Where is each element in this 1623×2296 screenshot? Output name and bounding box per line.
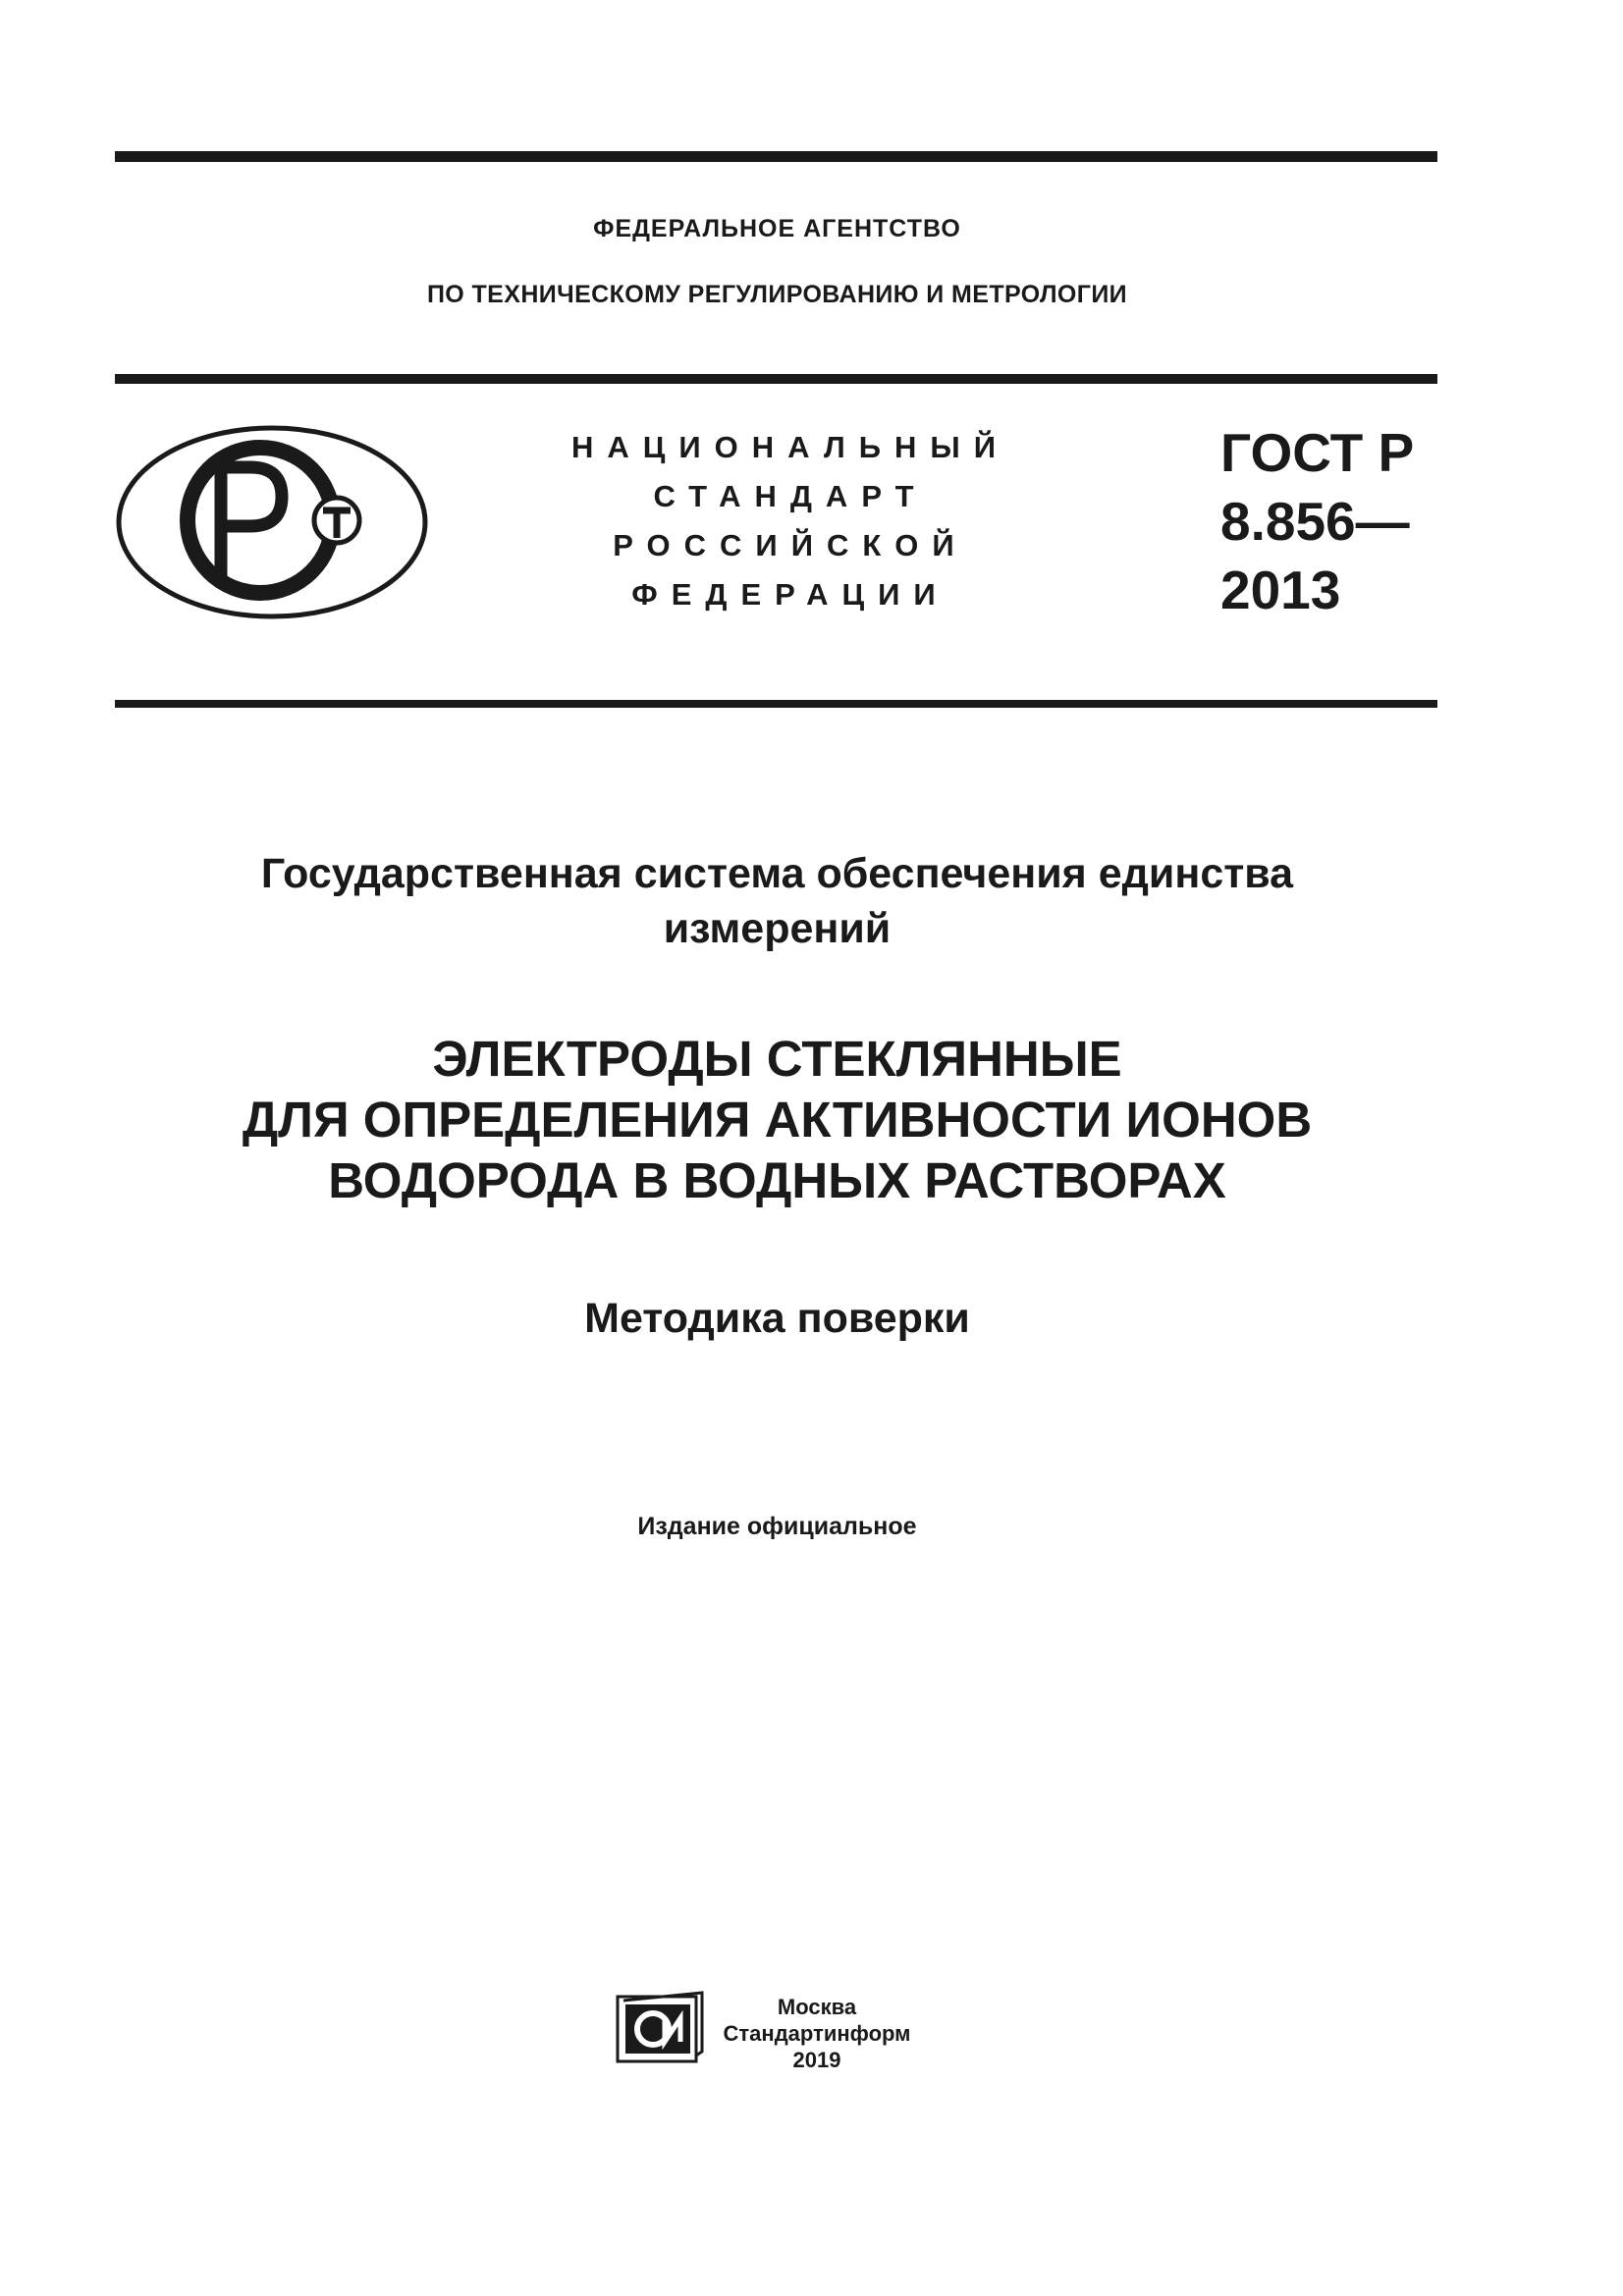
- national-standard-line: ФЕДЕРАЦИИ: [631, 577, 949, 612]
- standartinform-book-icon: [616, 1991, 709, 2064]
- designation-line-2: 8.856—: [1220, 491, 1410, 552]
- series-title-line-2: измерений: [663, 905, 892, 952]
- designation-line-3: 2013: [1220, 560, 1341, 620]
- publisher-text: [719, 1994, 915, 2073]
- publisher-year: 2019: [792, 2048, 841, 2072]
- top-rule: [115, 151, 1437, 162]
- publisher-city: Москва: [777, 1995, 857, 2019]
- series-title-line-1: Государственная система обеспечения единства: [260, 850, 1294, 897]
- agency-line-1: ФЕДЕРАЛЬНОЕ АГЕНТСТВО: [593, 215, 961, 242]
- subtitle: Методика поверки: [584, 1295, 970, 1342]
- publisher-block: [616, 1991, 940, 2079]
- main-title-line: ЭЛЕКТРОДЫ СТЕКЛЯННЫЕ: [432, 1031, 1122, 1087]
- national-standard-line: НАЦИОНАЛЬНЫЙ: [570, 430, 1010, 464]
- main-title: [0, 1029, 1554, 1211]
- designation-line-1: ГОСТ Р: [1220, 422, 1415, 483]
- header-rule-upper: [115, 374, 1437, 384]
- national-standard-line: СТАНДАРТ: [653, 479, 928, 513]
- national-standard-label: [545, 423, 1036, 619]
- main-title-line: ВОДОРОДА В ВОДНЫХ РАСТВОРАХ: [328, 1152, 1226, 1208]
- agency-line-2: ПО ТЕХНИЧЕСКОМУ РЕГУЛИРОВАНИЮ И МЕТРОЛОГИИ: [426, 281, 1128, 308]
- rst-mark-icon: [115, 424, 429, 620]
- publisher-name: Стандартинформ: [723, 2021, 911, 2046]
- series-title: [0, 846, 1554, 956]
- main-title-line: ДЛЯ ОПРЕДЕЛЕНИЯ АКТИВНОСТИ ИОНОВ: [242, 1092, 1313, 1148]
- header-rule-lower: [115, 700, 1437, 708]
- standard-designation: [1220, 418, 1414, 624]
- edition-label: Издание официальное: [637, 1513, 917, 1540]
- national-standard-line: РОССИЙСКОЙ: [613, 528, 968, 562]
